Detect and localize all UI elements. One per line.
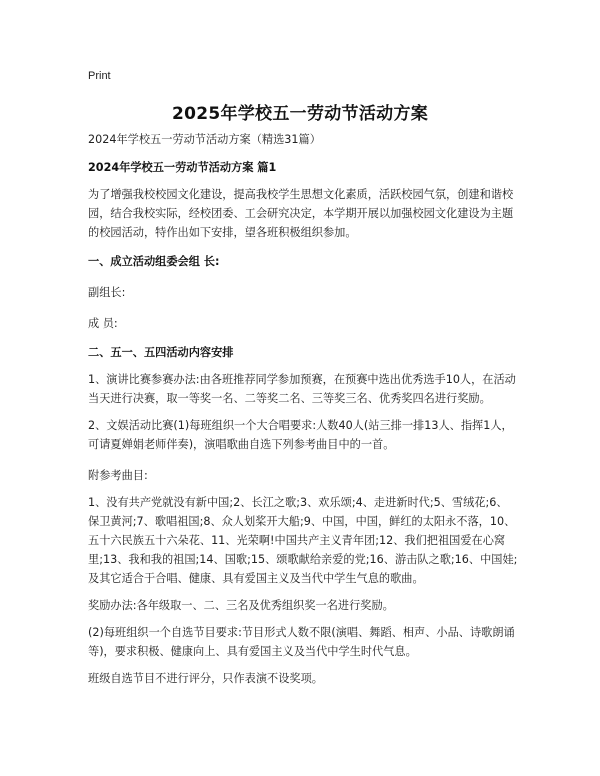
intro-paragraph: 为了增强我校校园文化建设，提高我校学生思想文化素质，活跃校园气氛，创建和谐校园，结合我校实际，经校团委、工会研究决定，本学期开展以加强校园文化建设为主题的校园活动，特作出如下安排，望各班积极组织参加。 [88,188,514,239]
no-score-note: 班级自选节目不进行评分，只作表演不设奖项。 [88,672,323,685]
item-chorus-contest: 2、文娱活动比赛(1)每班组织一个大合唱要求:人数40人(站三排一排13人、指挥1人，可请夏婵娟老师伴奏)，演唱歌曲自选下列参考曲目中的一首。 [88,419,513,451]
document-body [88,130,518,688]
section-title: 2024年学校五一劳动节活动方案 篇1 [88,161,277,174]
item-speech-contest: 1、演讲比赛参赛办法:由各班推荐同学参加预赛，在预赛中选出优秀选手10人，在活动当天进行决赛，取一等奖一名、二等奖二名、三等奖三名、优秀奖四名进行奖励。 [88,373,516,405]
heading-committee: 一、成立活动组委会组 长: [88,255,220,268]
reference-songs-label: 附参考曲目: [88,469,148,482]
heading-activities: 二、五一、五四活动内容安排 [88,346,234,359]
reference-songs-list: 1、没有共产党就没有新中国;2、长江之歌;3、欢乐颂;4、走进新时代;5、雪绒花;6、保卫黄河;7、歌唱祖国;8、众人划桨开大船;9、中国，中国，鲜红的太阳永不落，10、五十六民族五十六朵花、11、光荣啊!中国共产主义青年团;12、我们把祖国爱在心窝里;13、我和我的祖国;14、国歌;15、颂歌献给亲爱的党;16、游击队之歌;16、中国娃;及其它适合于合唱、健康、具有爱国主义及当代中学生气息的歌曲。 [88,496,518,585]
vice-leader-line: 副组长: [88,286,126,299]
document-title: 2025年学校五一劳动节活动方案 [171,104,429,124]
print-label[interactable]: Print [88,70,111,82]
document-subtitle: 2024年学校五一劳动节活动方案（精选31篇） [88,133,321,146]
item-self-selected-program: (2)每班组织一个自选节目要求:节目形式人数不限(演唱、舞蹈、相声、小品、诗歌朗诵等)，要求积极、健康向上、具有爱国主义及当代中学生时代气息。 [88,626,515,658]
award-method: 奖励办法:各年级取一、二、三名及优秀组织奖一名进行奖励。 [88,599,394,612]
members-line: 成 员: [88,317,118,330]
